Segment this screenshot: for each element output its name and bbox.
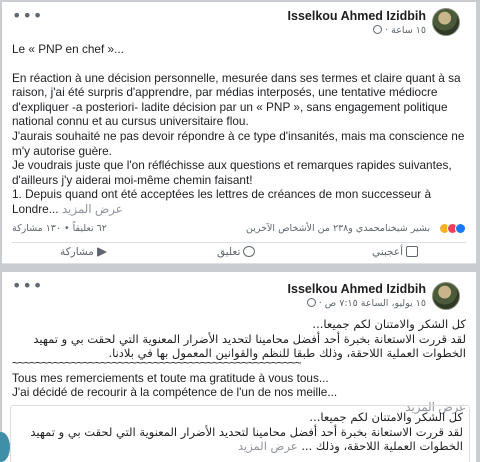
post-line: d'expliquer -a posteriori- ladite décision par un « PNP », sans engagement politique (12, 99, 448, 114)
shared-post-body (13, 410, 463, 454)
post-line: لقد قررت الاستعانة بخبرة أحد أفضل محامينا لتحديد الأضرار المعنوية التي لحقت بي و تمهيد (33, 331, 466, 346)
reactions-summary (12, 222, 466, 238)
post-line: لقد قررت الاستعانة بخبرة أحد أفضل محامينا لتحديد الأضرار المعنوية التي لحقت بي و تمهيد (30, 424, 463, 439)
like-button[interactable] (372, 246, 418, 258)
comment-label: تعليق (217, 246, 241, 258)
reactions-names[interactable]: بشير شيخنامحمدي و٢٣٨ من الأشخاص الآخرين (246, 223, 430, 234)
more-options-icon[interactable]: ••• (12, 6, 44, 25)
post-line: J'ai décidé de recourir à la compétence de l'un de nos meille... (12, 385, 338, 400)
comments-shares-count[interactable]: ٦٢ تعليقاً • ١٣٠ مشاركة (12, 223, 107, 234)
post-line: الخطوات العملية اللاحقة، وذلك طبقا للنظم والقوانين المعمول بها في بلادنا. (108, 346, 466, 360)
post-meta[interactable] (373, 25, 426, 36)
post-line: d'ailleurs j'y aiderai moi-même chemin faisant! (12, 172, 253, 187)
post-line: En réaction à une décision personnelle, mesurée dans ses termes et claire quant à sa (12, 70, 461, 85)
post-card (2, 2, 476, 264)
post-line: J'aurais souhaité ne pas devoir répondre à ce type d'insanités, mais ma conscience ne (12, 128, 465, 143)
post-line-last (12, 202, 466, 217)
avatar[interactable] (432, 8, 460, 36)
share-icon (97, 247, 107, 257)
like-icon (455, 223, 466, 234)
like-icon (406, 246, 418, 257)
post-line: كل الشكر والامتنان لكم جميعا... (309, 410, 463, 424)
post-line: كل الشكر والامتنان لكم جميعا... (312, 317, 466, 331)
post-author[interactable]: Isselkou Ahmed Izidbih (287, 282, 426, 296)
reaction-icons[interactable] (442, 223, 466, 234)
separator-line: ~~~~~~~~~~~~~~~~~~~~~~~~~~~~~~~~~~~~~~~~~~~~~~~~~ (12, 356, 301, 370)
more-options-icon[interactable]: ••• (12, 276, 44, 295)
post-card (2, 272, 476, 462)
like-label: أعجبني (371, 246, 403, 258)
post-line: Tous mes remerciements et toute ma gratitude à vous tous... (12, 370, 329, 385)
post-meta[interactable] (307, 298, 426, 309)
post-line: raison, j'ai été surpris d'apprendre, par médias interposés, une tentative médiocre (12, 85, 438, 100)
share-button[interactable] (60, 246, 107, 258)
post-body-arabic (8, 317, 466, 361)
post-line: national connu et au cursus universitaire flou. (12, 114, 249, 129)
post-line: Le « PNP en chef »... (12, 42, 124, 56)
post-author[interactable]: Isselkou Ahmed Izidbih (287, 9, 426, 23)
globe-icon (373, 25, 382, 34)
post-timestamp[interactable]: ١٥ ساعة · (385, 25, 426, 36)
post-line: m'y autorise guère. (12, 143, 112, 158)
post-line: 1. Depuis quand ont été acceptées les lettres de créances de mon successeur à (12, 187, 432, 202)
shared-post[interactable] (10, 405, 470, 462)
post-line: Londre... (12, 201, 59, 216)
see-more-link[interactable]: عرض المزيد (61, 201, 123, 216)
action-bar (12, 242, 466, 262)
see-more-link[interactable]: عرض المزيد (237, 439, 298, 453)
post-body (12, 42, 466, 217)
post-line: الخطوات العملية اللاحقة، وذلك ... (301, 439, 463, 453)
post-timestamp[interactable]: ١٥ يوليو، الساعة ٧:١٥ ص · (318, 298, 426, 309)
comment-button[interactable] (217, 246, 255, 258)
see-more-link[interactable]: عرض المزيد (405, 399, 466, 414)
share-label: مشاركة (60, 246, 94, 258)
post-line: Je voudrais juste que l'on réfléchisse aux questions et remarques rapides suivantes, (12, 158, 452, 173)
avatar[interactable] (432, 282, 460, 310)
globe-icon (307, 298, 316, 307)
comment-icon (243, 246, 255, 257)
